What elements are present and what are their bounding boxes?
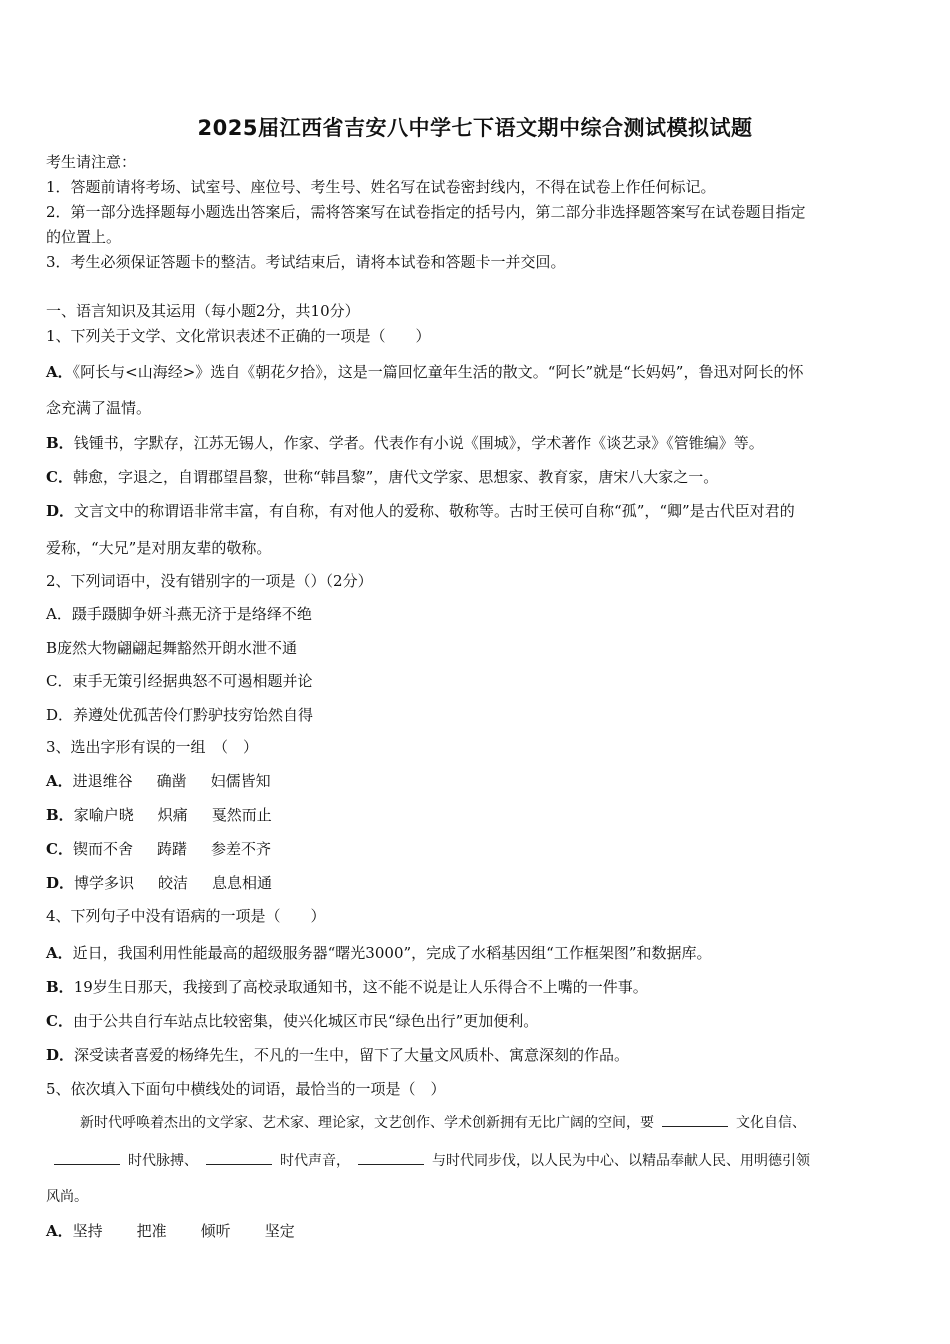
question-1-option-a — [46, 362, 803, 382]
notice-heading: 考生请注意： — [46, 153, 137, 171]
option-text: 深受读者喜爱的杨绛先生，不凡的一生中，留下了大量文风质朴、寓意深刻的作品。 — [74, 1046, 630, 1064]
section-heading: 一、语言知识及其运用（每小题2分，共10分） — [46, 302, 360, 320]
question-5-passage-line2 — [46, 1151, 810, 1171]
option-word: 博学多识 — [74, 874, 135, 892]
option-label: C． — [46, 1012, 73, 1030]
question-2-option-d: D．养遵处优孤苦伶仃黔驴技穷饴然自得 — [46, 706, 314, 724]
exam-title: 2025届江西省吉安八中学七下语文期中综合测试模拟试题 — [197, 116, 753, 140]
option-word: 进退维谷 — [72, 772, 133, 790]
question-1-option-d-cont: 爱称，“大兄”是对朋友辈的敬称。 — [46, 539, 272, 557]
option-label: B． — [46, 978, 74, 996]
question-3-option-c — [46, 839, 271, 859]
option-word: 皎洁 — [158, 874, 189, 892]
option-text: 韩愈，字退之，自谓郡望昌黎，世称“韩昌黎”，唐代文学家、思想家、教育家，唐宋八大家之一。 — [72, 468, 719, 486]
question-4-option-a — [46, 943, 712, 963]
question-4-stem: 4、下列句子中没有语病的一项是（ ） — [46, 907, 326, 925]
option-word: 踌躇 — [156, 840, 187, 858]
notice-item: 3．考生必须保证答题卡的整洁。考试结束后，请将本试卷和答题卡一并交回。 — [46, 253, 566, 271]
question-3-option-a — [46, 771, 271, 791]
question-1-option-b — [46, 433, 764, 453]
option-label: A． — [46, 1222, 73, 1240]
notice-item: 的位置上。 — [46, 228, 122, 246]
question-1-option-a-cont: 念充满了温情。 — [46, 399, 152, 417]
option-word: 坚定 — [264, 1222, 295, 1240]
option-label: D． — [46, 502, 75, 520]
question-3-option-b — [46, 805, 272, 825]
fill-blank — [662, 1114, 728, 1127]
question-1-option-d — [46, 501, 795, 521]
option-word: 确凿 — [156, 772, 187, 790]
option-text: 由于公共自行车站点比较密集，使兴化城区市民“绿色出行”更加便利。 — [72, 1012, 539, 1030]
question-5-stem: 5、依次填入下面句中横线处的词语，最恰当的一项是（ ） — [46, 1080, 446, 1098]
option-word: 炽痛 — [157, 806, 188, 824]
option-word: 倾听 — [200, 1222, 231, 1240]
question-5-passage-line1 — [80, 1113, 806, 1133]
option-label: A． — [46, 363, 73, 381]
passage-text: 时代声音， — [280, 1153, 350, 1169]
question-4-option-d — [46, 1045, 629, 1065]
question-2-option-a: A．蹑手蹑脚争妍斗燕无济于是络绎不绝 — [46, 605, 312, 623]
passage-text: 时代脉搏、 — [128, 1153, 198, 1169]
question-2-option-b: B庞然大物翩翩起舞豁然开朗水泄不通 — [46, 639, 298, 657]
passage-text: 新时代呼唤着杰出的文学家、艺术家、理论家，文艺创作、学术创新拥有无比广阔的空间，要 — [80, 1115, 654, 1131]
question-5-option-a — [46, 1221, 295, 1241]
question-1-stem: 1、下列关于文学、文化常识表述不正确的一项是（ ） — [46, 327, 431, 345]
question-5-passage-line3: 风尚。 — [46, 1189, 88, 1205]
question-1-option-c — [46, 467, 718, 487]
option-label: D． — [46, 874, 75, 892]
fill-blank — [358, 1152, 424, 1165]
option-text: 《阿长与<山海经>》选自《朝花夕拾》，这是一篇回忆童年生活的散文。“阿长”就是“长妈妈”，鲁迅对阿长的怀 — [72, 363, 804, 381]
notice-item: 2．第一部分选择题每小题选出答案后，需将答案写在试卷指定的括号内，第二部分非选择题答案写在试卷题目指定 — [46, 203, 806, 221]
option-label: D． — [46, 1046, 75, 1064]
option-word: 坚持 — [72, 1222, 103, 1240]
option-word: 参差不齐 — [210, 840, 271, 858]
option-word: 戛然而止 — [211, 806, 272, 824]
option-text: 文言文中的称谓语非常丰富，有自称，有对他人的爱称、敬称等。古时王侯可自称“孤”，“卿”是古代臣对君的 — [74, 502, 795, 520]
fill-blank — [206, 1152, 272, 1165]
option-text: 19岁生日那天，我接到了高校录取通知书，这不能不说是让人乐得合不上嘴的一件事。 — [73, 978, 648, 996]
notice-item: 1．答题前请将考场、试室号、座位号、考生号、姓名写在试卷密封线内，不得在试卷上作任何标记。 — [46, 178, 716, 196]
option-label: A． — [46, 772, 73, 790]
option-label: C． — [46, 840, 73, 858]
option-word: 锲而不舍 — [72, 840, 133, 858]
question-4-option-c — [46, 1011, 538, 1031]
option-label: B． — [46, 434, 74, 452]
passage-text: 与时代同步伐，以人民为中心、以精品奉献人民、用明德引领 — [432, 1153, 810, 1169]
question-3-option-d — [46, 873, 272, 893]
question-2-option-c: C．束手无策引经据典怒不可遏相题并论 — [46, 672, 313, 690]
option-label: A． — [46, 944, 73, 962]
question-2-stem: 2、下列词语中，没有错别字的一项是（）（2分） — [46, 572, 373, 590]
option-label: B． — [46, 806, 74, 824]
option-word: 息息相通 — [212, 874, 273, 892]
option-label: C． — [46, 468, 73, 486]
option-text: 钱锺书，字默存，江苏无锡人，作家、学者。代表作有小说《围城》，学术著作《谈艺录》《管锥编》等。 — [73, 434, 764, 452]
fill-blank — [54, 1152, 120, 1165]
option-word: 把准 — [136, 1222, 167, 1240]
option-word: 家喻户晓 — [73, 806, 134, 824]
option-text: 近日，我国利用性能最高的超级服务器“曙光3000”，完成了水稻基因组“工作框架图”和数据库。 — [72, 944, 712, 962]
question-3-stem: 3、选出字形有误的一组 （ ） — [46, 738, 259, 756]
option-word: 妇儒皆知 — [210, 772, 271, 790]
question-4-option-b — [46, 977, 648, 997]
passage-text: 文化自信、 — [736, 1115, 806, 1131]
